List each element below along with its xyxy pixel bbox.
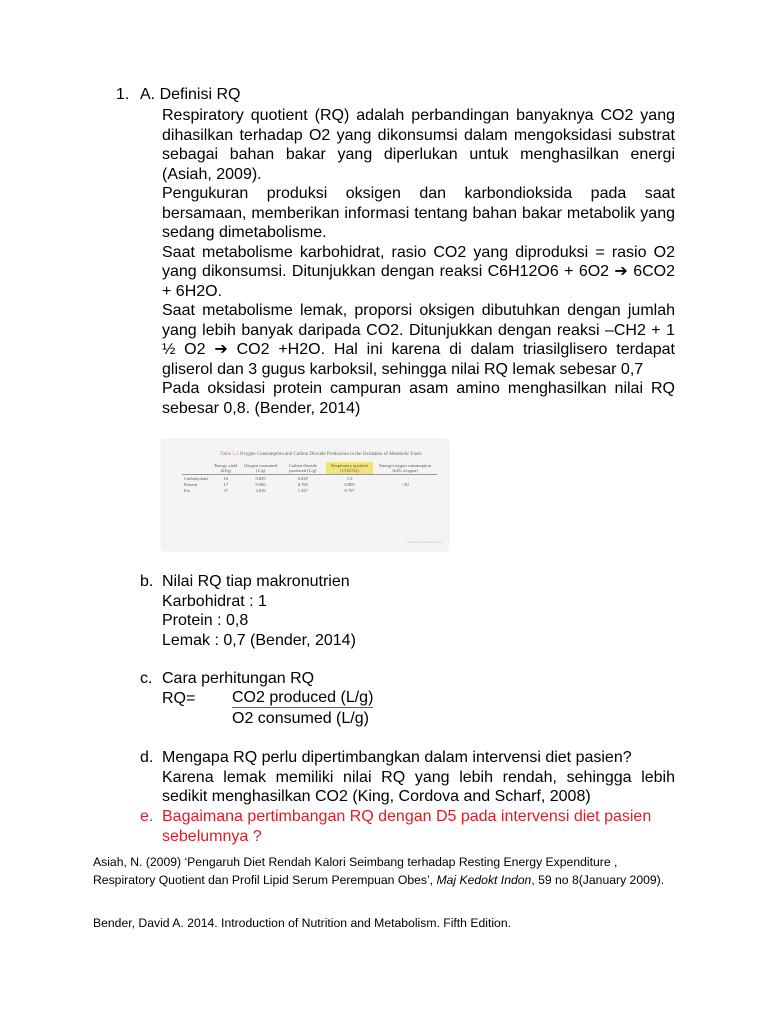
list-marker: b.: [140, 573, 154, 590]
list-marker: c.: [140, 670, 153, 687]
formula-denominator: O2 consumed (L/g): [232, 709, 369, 727]
journal-name: Maj Kedokt Indon: [436, 872, 532, 887]
section-c-heading: Cara perhitungan RQ: [162, 670, 315, 687]
rq-value-line: Protein : 0,8: [162, 612, 249, 629]
paragraph: Pada oksidasi protein campuran asam amino menghasilkan nilai RQ sebesar 0,8. (Bender, 2014): [162, 380, 675, 417]
table-header: Oxygen consumed (L/g): [241, 462, 280, 475]
paragraph: Saat metabolisme karbohidrat, rasio CO2 yang diproduksi = rasio O2 yang dikonsumsi. Ditunjukkan dengan reaksi C6H12O6 + 6O2 ➔ 6CO2 + 6H2O.: [162, 243, 675, 300]
paragraph: Respiratory quotient (RQ) adalah perbandingan banyaknya CO2 yang dihasilkan terhadap O2 yang dikonsumsi dalam mengoksidasi substrat sebagai bahan bakar yang diperlukan untuk menghasilkan energi (Asiah, 2009).: [162, 107, 675, 183]
section-a-body: [162, 106, 675, 418]
section-b-heading: Nilai RQ tiap makronutrien: [162, 573, 350, 590]
list-number: 1.: [116, 86, 130, 103]
table-header: Energy/oxygen consumption (kJ/L oxygen): [373, 462, 437, 475]
table-figure: [162, 440, 448, 550]
list-marker: d.: [140, 749, 154, 766]
rq-table: [182, 462, 437, 493]
paragraph: Pengukuran produksi oksigen dan karbondioksida pada saat bersamaan, memberikan informasi tentang bahan bakar metabolik yang sedang dimetabolisme.: [162, 185, 675, 241]
table-header: Energy yield (kJ/g): [211, 462, 242, 475]
section-a-heading: A. Definisi RQ: [140, 86, 241, 103]
list-marker: e.: [140, 808, 154, 825]
figure-title-text: Oxygen Consumption and Carbon Dioxide Production in the Oxidation of Metabolic Fuels: [239, 452, 422, 457]
figure-footer: Nutrition & Metabolism, 2e: [406, 540, 442, 544]
table-header: [182, 462, 211, 475]
section-d-answer: Karena lemak memiliki nilai RQ yang lebih rendah, sehingga lebih sedikit menghasilkan CO2 (King, Cordova and Scharf, 2008): [162, 768, 675, 805]
rq-value-line: Lemak : 0,7 (Bender, 2014): [162, 631, 356, 649]
reference-entry: Bender, David A. 2014. Introduction of Nutrition and Metabolism. Fifth Edition.: [93, 916, 511, 930]
section-d-question: Mengapa RQ perlu dipertimbangkan dalam intervensi diet pasien?: [162, 749, 632, 766]
rq-value-line: Karbohidrat : 1: [162, 592, 267, 610]
figure-title-number: Table 5.1: [220, 452, 239, 457]
figure-title: [220, 452, 430, 457]
table-row: Protein 17 0.966 0.782 0.809 ~20: [184, 481, 409, 487]
rq-label: RQ=: [162, 689, 196, 707]
table-header: Carbon dioxide produced (L/g): [280, 462, 326, 475]
table-row: Carbohydrate 16 0.829 0.829 1.0: [184, 475, 353, 481]
section-e-question: Bagaimana pertimbangan RQ dengan D5 pada intervensi diet pasien sebelumnya ?: [162, 808, 652, 845]
formula-numerator: CO2 produced (L/g): [232, 688, 374, 706]
paragraph: Saat metabolisme lemak, proporsi oksigen dibutuhkan dengan jumlah yang lebih banyak daripada CO2. Ditunjukkan dengan reaksi –CH2 + 1 ½ O2 ➔ CO2 +H2O. Hal ini karena di dalam triasilglisero terdapat gliserol dan 3 gugus karboksil, sehingga nilai RQ lemak sebesar 0,7: [162, 302, 675, 378]
reference-entry: Asiah, N. (2009) ‘Pengaruh Diet Rendah Kalori Seimbang terhadap Resting Energy Expenditure , Respiratory Quotient dan Profil Lipid Serum Perempuan Obes’, Maj Kedokt Indon, 59 no 8(January 2009).: [93, 855, 665, 887]
table-header: Respiratory quotient (CO2/O2): [326, 462, 373, 475]
table-row: Fat 37 2.016 1.427 0.707: [184, 487, 355, 493]
